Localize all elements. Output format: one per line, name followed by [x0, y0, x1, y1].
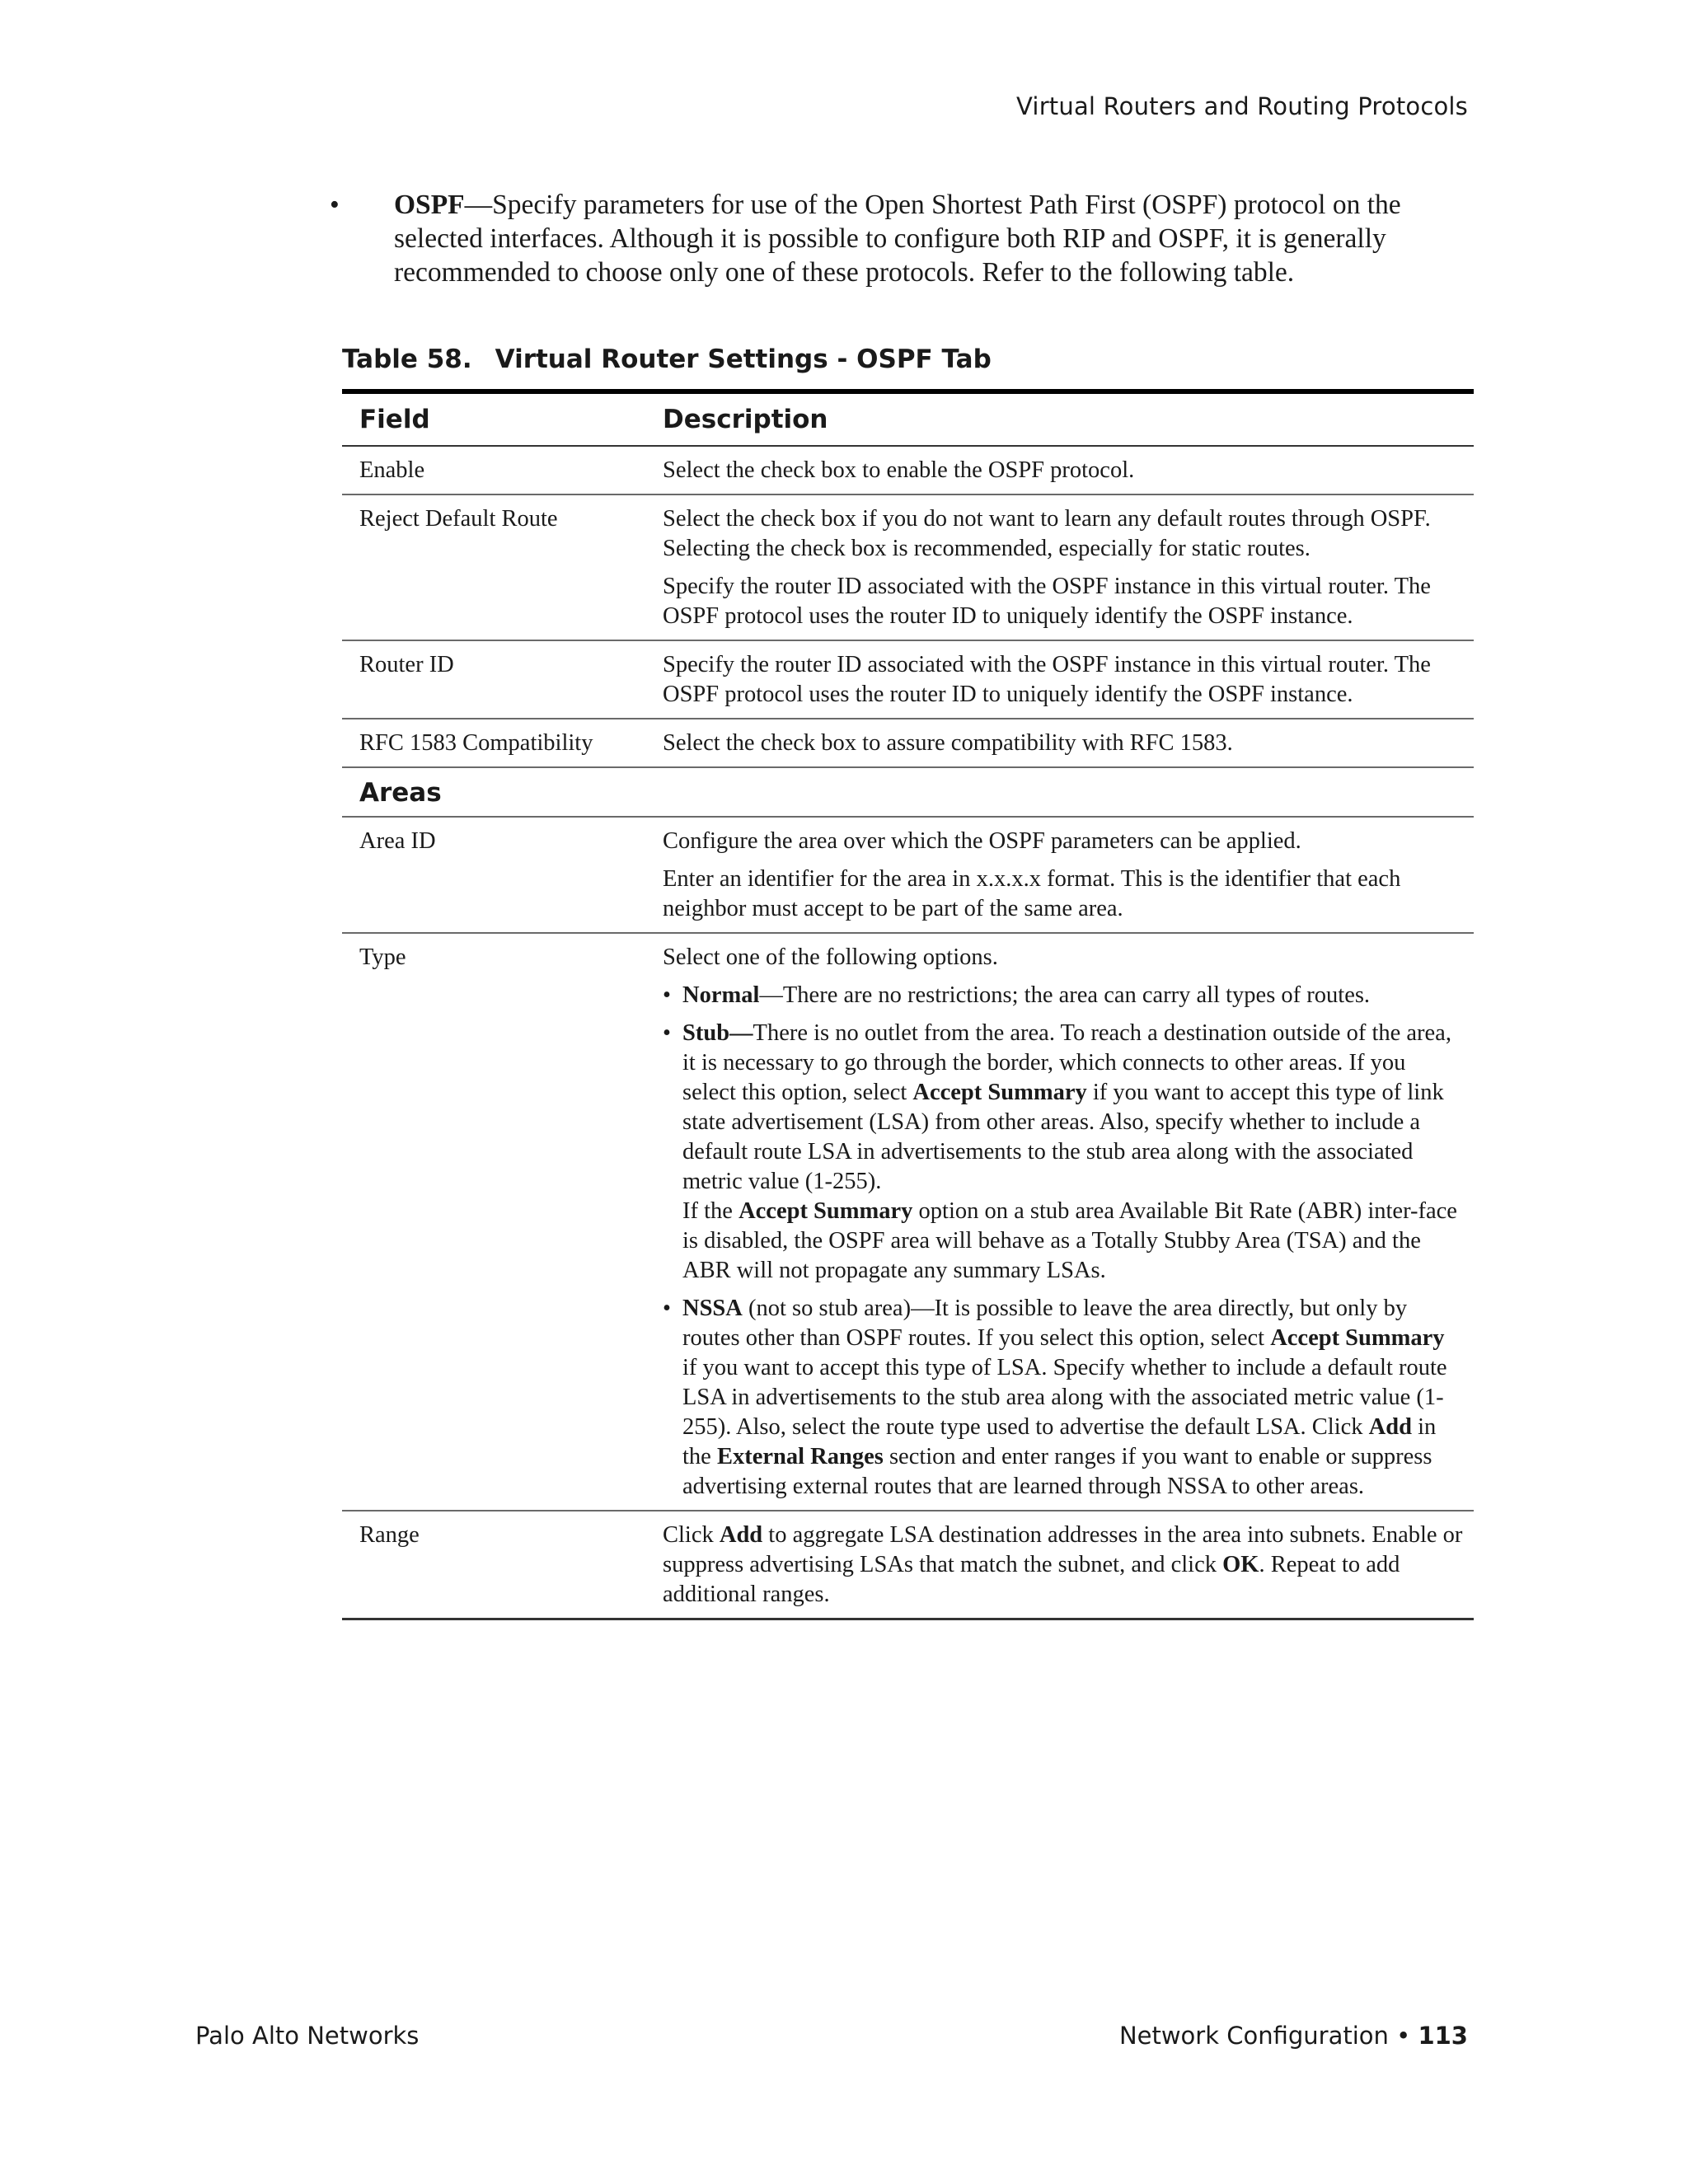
description-emphasis: Add	[719, 1522, 763, 1548]
option-term: NSSA	[682, 1296, 743, 1321]
table-number: Table 58.	[342, 344, 472, 374]
intro-text: —Specify parameters for use of the Open Shortest Path First (OSPF) protocol on the selected interfaces. Although it is possible to configure both RIP and OSPF, it is generally recommended to choose only one of these protocols. Refer to the following table.	[394, 190, 1401, 288]
table-caption	[342, 344, 992, 374]
option-term: Normal	[682, 982, 760, 1008]
field-description	[663, 495, 1474, 640]
option-emphasis: Add	[1368, 1414, 1412, 1440]
description-paragraph: Specify the router ID associated with the OSPF instance in this virtual router. The OSPF protocol uses the router ID to uniquely identify the OSPF instance.	[663, 574, 1431, 629]
field-name: RFC 1583 Compatibility	[359, 730, 593, 756]
bullet-icon: •	[330, 190, 340, 220]
table-row-range	[342, 1511, 1474, 1620]
option-text: —There are no restrictions; the area can carry all types of routes.	[759, 982, 1371, 1008]
table-row-reject-default-route	[342, 495, 1474, 641]
option-text: option on a stub area Available Bit Rate (ABR) inter-face is disabled, the OSPF area will behave as a Totally Stubby Area (TSA) and the ABR will not propagate any summary LSAs.	[682, 1198, 1457, 1283]
section-heading: Areas	[359, 778, 442, 808]
table-row-area-id	[342, 818, 1474, 934]
option-nssa	[663, 1294, 1464, 1502]
option-text: There is no outlet from the area. To reach a destination outside of the area, it is necessary to go through the border, which connects to other areas. If you select this option, select	[682, 1020, 1451, 1105]
description-text: Click	[663, 1522, 720, 1548]
option-text: If the	[682, 1198, 739, 1224]
field-name: Reject Default Route	[359, 506, 558, 532]
running-header: Virtual Routers and Routing Protocols	[1016, 92, 1468, 120]
field-description: Specify the router ID associated with the OSPF instance in this virtual router. The OSPF protocol uses the router ID to uniquely identify the OSPF instance.	[663, 652, 1431, 707]
option-stub	[663, 1019, 1464, 1286]
footer-company: Palo Alto Networks	[195, 2022, 420, 2050]
option-emphasis: Accept Summary	[1270, 1325, 1445, 1351]
option-emphasis: External Ranges	[716, 1444, 884, 1469]
field-name: Area ID	[359, 828, 436, 854]
table-row-router-id	[342, 641, 1474, 719]
table-title: Virtual Router Settings - OSPF Tab	[495, 344, 992, 374]
option-text: section and enter ranges if you want to enable or suppress advertising external routes that are learned through NSSA to other areas.	[682, 1444, 1432, 1499]
option-text: if you want to accept this type of LSA. Specify whether to include a default route LSA in advertisements to the stub area along with the associated metric value (1-255). Also, select the route type used to advertise the default LSA. Click	[682, 1355, 1447, 1440]
field-description: Select the check box to assure compatibility with RFC 1583.	[663, 730, 1233, 756]
field-description	[663, 934, 1474, 1510]
bullet-icon: •	[663, 1020, 671, 1046]
page-number: 113	[1418, 2022, 1468, 2050]
option-text: if you want to accept this type of link state advertisement (LSA) from other areas. Also, specify whether to include a default route LSA in advertisements to the stub area along with the associated metric value (1-255).	[682, 1080, 1444, 1194]
description-paragraph: Select the check box if you do not want to learn any default routes through OSPF. Selecting the check box is recommended, especially for static routes.	[663, 506, 1431, 561]
intro-term: OSPF	[394, 190, 465, 220]
option-normal	[663, 981, 1464, 1010]
column-header-field: Field	[359, 405, 430, 434]
field-description	[663, 1511, 1474, 1618]
option-term: Stub—	[682, 1020, 753, 1046]
description-text: . Repeat to add additional ranges.	[663, 1552, 1400, 1607]
footer-section: Network Configuration •	[1118, 2022, 1411, 2050]
field-description	[663, 818, 1474, 932]
column-header-description: Description	[663, 405, 828, 434]
table-row-type	[342, 934, 1474, 1511]
field-name: Router ID	[359, 652, 454, 677]
option-text: (not so stub area)—It is possible to leave the area directly, but only by routes other than OSPF routes. If you select this option, select	[682, 1296, 1408, 1351]
description-paragraph: Enter an identifier for the area in x.x.x.x format. This is the identifier that each neighbor must accept to be part of the same area.	[663, 866, 1401, 921]
footer-page-info	[1119, 2022, 1468, 2050]
description-paragraph: Select one of the following options.	[663, 944, 998, 970]
field-name: Enable	[359, 457, 425, 483]
option-emphasis: Accept Summary	[912, 1080, 1087, 1105]
bullet-icon: •	[663, 982, 671, 1008]
option-emphasis: Accept Summary	[738, 1198, 913, 1224]
table-section-areas	[342, 768, 1474, 818]
bullet-icon: •	[663, 1296, 671, 1321]
field-description: Select the check box to enable the OSPF protocol.	[663, 457, 1135, 483]
description-text: to aggregate LSA destination addresses in the area into subnets. Enable or suppress advertising LSAs that match the subnet, and click	[663, 1522, 1463, 1577]
table-row-rfc-1583	[342, 719, 1474, 768]
description-paragraph: Configure the area over which the OSPF parameters can be applied.	[663, 828, 1301, 854]
intro-paragraph	[330, 188, 1467, 289]
field-name: Type	[359, 944, 406, 970]
option-text: in the	[682, 1414, 1437, 1469]
field-name: Range	[359, 1522, 420, 1548]
table-row-enable	[342, 447, 1474, 495]
table-header-row	[342, 394, 1474, 447]
description-emphasis: OK	[1222, 1552, 1259, 1577]
settings-table	[342, 389, 1474, 1620]
